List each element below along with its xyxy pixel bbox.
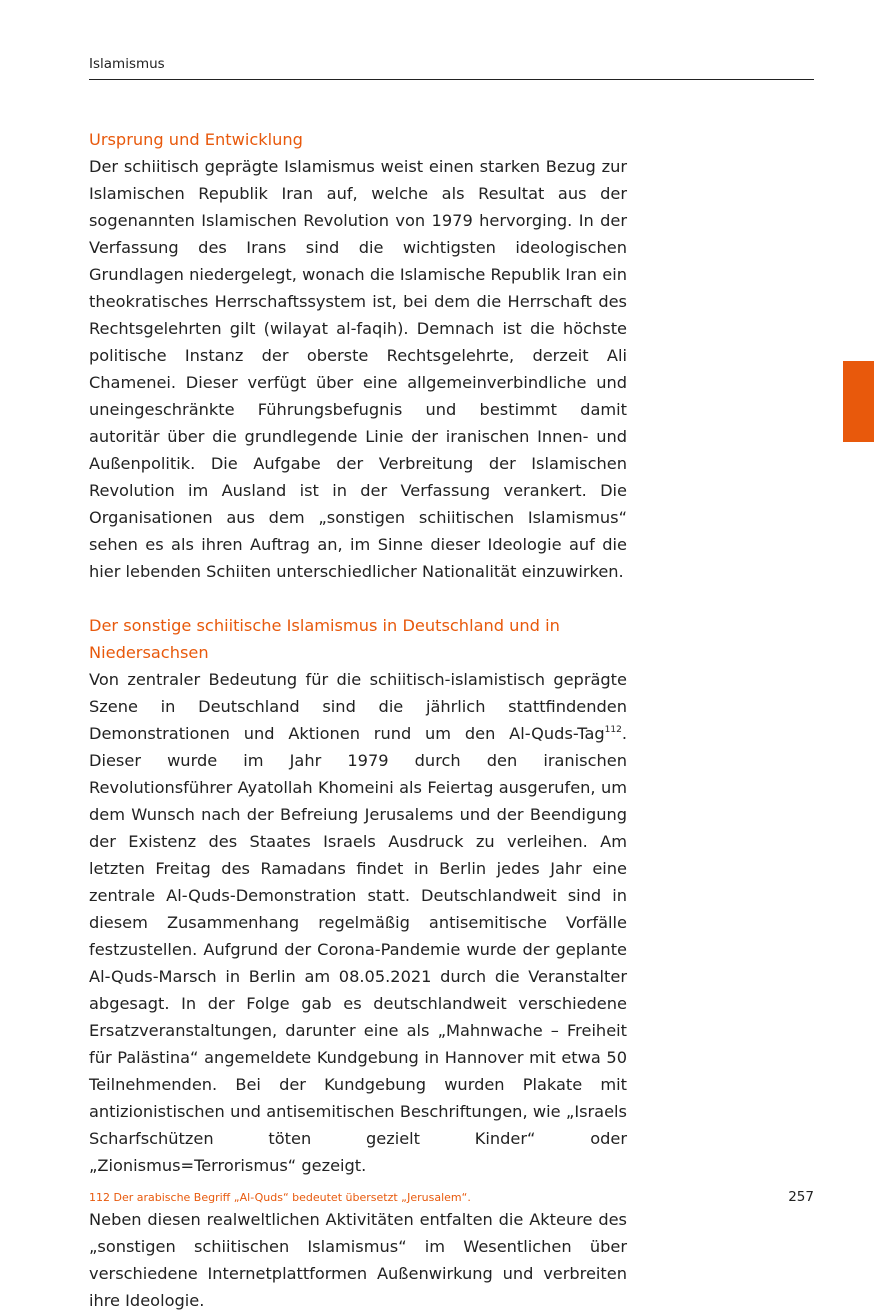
section-body-online: Neben diesen realweltlichen Aktivitäten entfalten die Akteure des „sonstigen schiitischen Islamismus“ im Wesentlichen über verschiedene Internetplattformen Außenwirkung und verbreiten ihre Ideologie. <box>89 1210 627 1310</box>
main-content <box>89 126 627 1314</box>
body-text-part-1: Von zentraler Bedeutung für die schiitisch-islamistisch geprägte Szene in Deutschland sind die jährlich stattfindenden Demonstrationen und Aktionen rund um den Al-Quds-Tag <box>89 670 627 743</box>
footnote: 112 Der arabische Begriff „Al-Quds“ bedeutet übersetzt „Jerusalem“. <box>89 1191 471 1204</box>
running-head-title: Islamismus <box>89 56 165 72</box>
section-body-origin: Der schiitisch geprägte Islamismus weist einen starken Bezug zur Islamischen Republik Iran auf, welche als Resultat aus der sogenannten Islamischen Revolution von 1979 hervorging. In der Verfassung des Irans sind die wichtigsten ideologischen Grundlagen niedergelegt, wonach die Islamische Republik Iran ein theokratisches Herrschaftssystem ist, bei dem die Herrschaft des Rechtsgelehrten gilt (wilayat al-faqih). Demnach ist die höchste politische Instanz der oberste Rechtsgelehrte, derzeit Ali Chamenei. Dieser verfügt über eine allgemeinverbindliche und uneingeschränkte Führungsbefugnis und bestimmt damit autoritär über die grundlegende Linie der iranischen Innen- und Außenpolitik. Die Aufgabe der Verbreitung der Islamischen Revolution im Ausland ist in der Verfassung verankert. Die Organisationen aus dem „sonstigen schiitischen Islamismus“ sehen es als ihren Auftrag an, im Sinne dieser Ideologie auf die hier lebenden Schiiten unterschiedlicher Nationalität einzuwirken. <box>89 157 627 581</box>
page-number: 257 <box>788 1189 814 1205</box>
section-heading-germany: Der sonstige schiitische Islamismus in Deutschland und in Niedersachsen <box>89 616 560 662</box>
body-text-part-2: . Dieser wurde im Jahr 1979 durch den iranischen Revolutionsführer Ayatollah Khomeini als Feiertag ausgerufen, um dem Wunsch nach der Befreiung Jerusalems und der Beendigung der Existenz des Staates Israels Ausdruck zu verleihen. Am letzten Freitag des Ramadans findet in Berlin jedes Jahr eine zentrale Al-Quds-Demonstration statt. Deutschlandweit sind in diesem Zusammenhang regelmäßig antisemitische Vorfälle festzustellen. Aufgrund der Corona-Pandemie wurde der geplante Al-Quds-Marsch in Berlin am 08.05.2021 durch die Veranstalter abgesagt. In der Folge gab es deutschlandweit verschiedene Ersatzveranstaltungen, darunter eine als „Mahnwache – Freiheit für Palästina“ angemeldete Kundgebung in Hannover mit etwa 50 Teilnehmenden. Bei der Kundgebung wurden Plakate mit antizionistischen und antisemitischen Beschriftungen, wie „Israels Scharfschützen töten gezielt Kinder“ oder „Zionismus=Terrorismus“ gezeigt. <box>89 724 627 1175</box>
chapter-marker-tab <box>843 361 874 442</box>
section-heading-origin: Ursprung und Entwicklung <box>89 130 303 149</box>
footnote-reference: 112 <box>604 725 622 735</box>
header-rule <box>89 79 814 80</box>
section-body-germany <box>89 666 627 1179</box>
